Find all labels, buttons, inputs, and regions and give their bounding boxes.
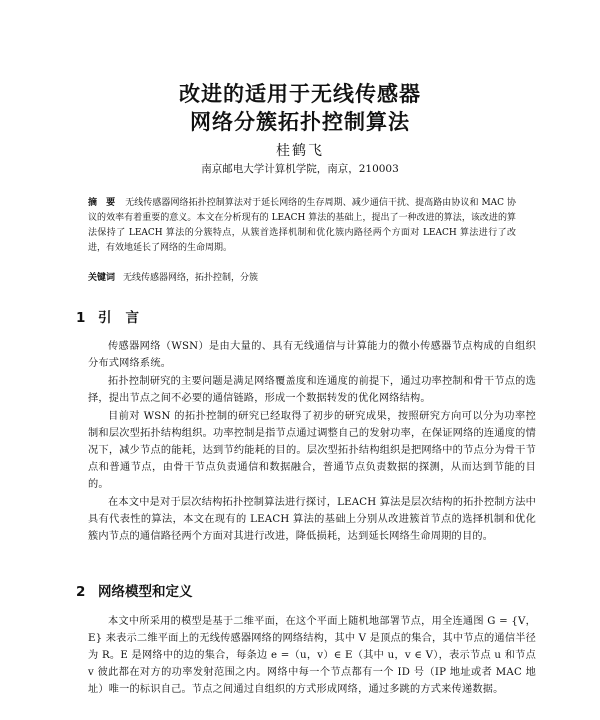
paragraph: 在本文中是对于层次结构拓扑控制算法进行探讨，LEACH 算法是层次结构的拓扑控制方法中具有代表性的算法，本文在现有的 LEACH 算法的基础上分别从改进簇首节点的选择机制和优化簇内节点的通信路径两个方面对其进行改进，降低损耗，达到延长网络生命周期的目的。 xyxy=(88,497,536,542)
keywords-label: 关键词 xyxy=(88,273,116,283)
paragraph: 本文中所采用的模型是基于二维平面，在这个平面上随机地部署节点，用全连通图 G = {V，E} 来表示二维平面上的无线传感器网络的网络结构，其中 V 是顶点的集合，其中节点的通信半径为 R。E 是网络中的边的集合，每条边 e =（u，v）∈ E（其中 u，v ∈ V），表示节点 u 和节点 v 彼此都在对方的功率发射范围之内。网络中每一个节点都有一个 ID 号（IP 地址或者 MAC 地址）唯一的标识自己。节点之间通过自组织的方式形成网络，通过多跳的方式来传递数据。 xyxy=(88,616,536,695)
title-line-2: 网络分簇拓扑控制算法 xyxy=(190,110,410,134)
section-number: 2 xyxy=(76,584,86,600)
section-title: 引言 xyxy=(98,310,153,326)
section-heading-network-model xyxy=(76,580,193,600)
abstract-label: 摘 要 xyxy=(88,198,116,208)
keywords-text: 无线传感器网络，拓扑控制，分簇 xyxy=(123,273,259,283)
author-affiliation: 南京邮电大学计算机学院，南京，210003 xyxy=(201,163,399,175)
paragraph: 拓扑控制研究的主要问题是满足网络覆盖度和连通度的前提下，通过功率控制和骨干节点的选择，提出节点之间不必要的通信链路，形成一个数据转发的优化网络结构。 xyxy=(88,376,536,404)
section-number: 1 xyxy=(76,310,86,326)
paragraph: 目前对 WSN 的拓扑控制的研究已经取得了初步的研究成果，按照研究方向可以分为功率控制和层次型拓扑结构组织。功率控制是指节点通过调整自己的发射功率，在保证网络的连通度的情况下，减少节点的能耗，达到节约能耗的目的。层次型拓扑结构组织是把网络中的节点分为骨干节点和普通节点，由骨干节点负责通信和数据融合，普通节点负责数据的探测，从而达到节能的目的。 xyxy=(88,411,536,490)
keywords xyxy=(88,271,516,286)
title-line-1: 改进的适用于无线传感器 xyxy=(179,82,421,106)
abstract-text: 无线传感器网络拓扑控制算法对于延长网络的生存周期、减少通信干扰、提高路由协议和 MAC 协议的效率有着重要的意义。本文在分析现有的 LEACH 算法的基础上，提出了一种改进的算法，该改进的算法保持了 LEACH 算法的分簇特点，从簇首选择机制和优化簇内路径两个方面对 LEACH 算法进行了改进，有效地延长了网络的生命周期。 xyxy=(88,198,516,253)
section-title: 网络模型和定义 xyxy=(98,584,193,600)
paper-title xyxy=(0,80,600,136)
author-name: 桂鹤飞 xyxy=(276,143,324,159)
section-body-introduction xyxy=(88,338,536,546)
section-heading-introduction xyxy=(76,306,153,326)
section-body-network-model xyxy=(88,613,536,699)
paragraph: 传感器网络（WSN）是由大量的、具有无线通信与计算能力的微小传感器节点构成的自组织分布式网络系统。 xyxy=(88,341,536,369)
abstract xyxy=(88,196,516,256)
